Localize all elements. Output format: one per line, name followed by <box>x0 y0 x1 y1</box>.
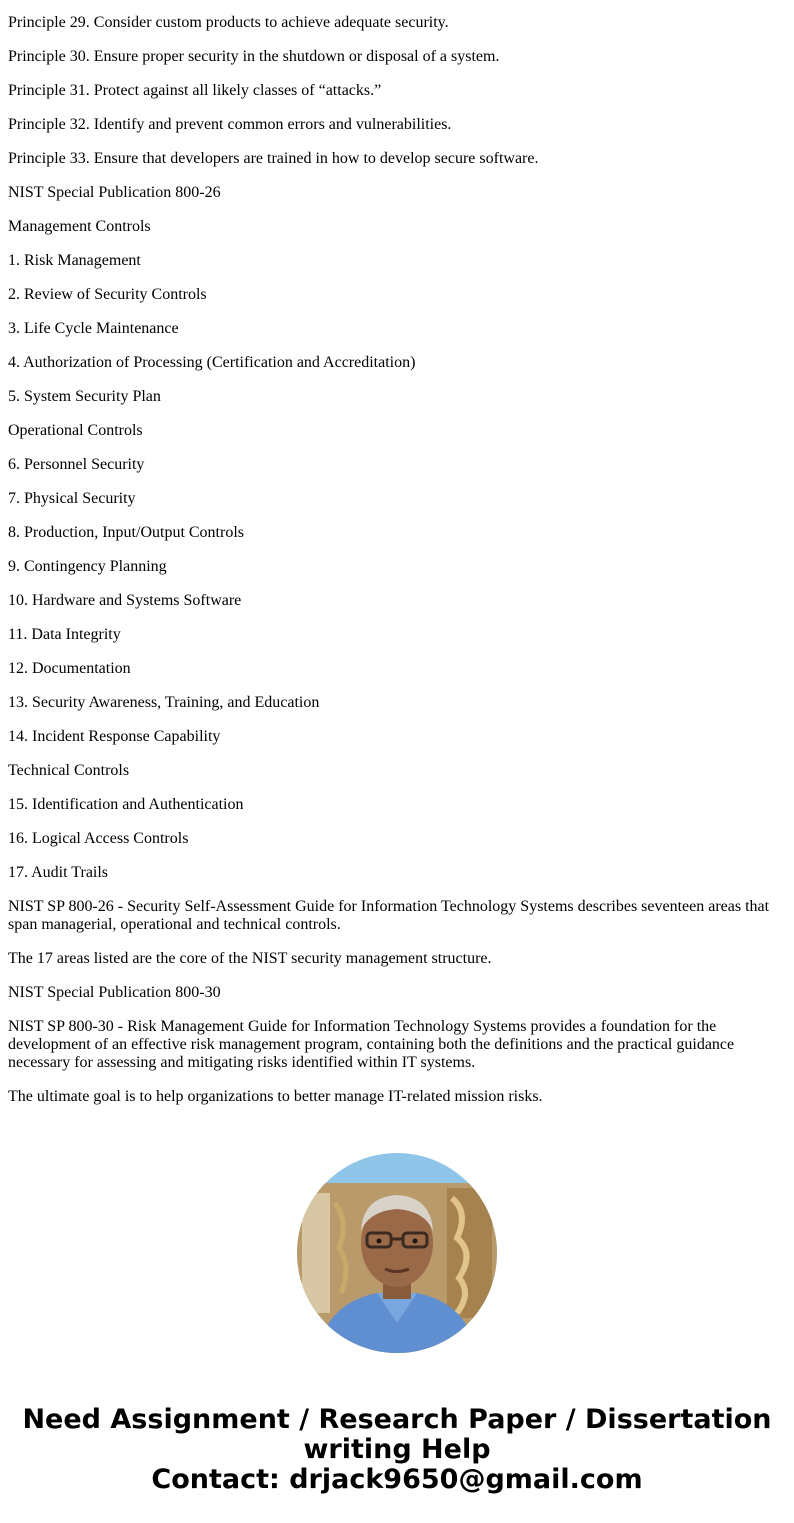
sp-800-26-description: NIST SP 800-26 - Security Self-Assessment Guide for Information Technology Systems describes seventeen areas that span managerial, operational and technical controls. <box>8 898 770 933</box>
document-body <box>8 14 782 1122</box>
principle-33: Principle 33. Ensure that developers are trained in how to develop secure software. <box>8 150 539 167</box>
control-item-1: 1. Risk Management <box>8 252 141 269</box>
control-item-3: 3. Life Cycle Maintenance <box>8 320 179 337</box>
sp-800-26-summary: The 17 areas listed are the core of the NIST security management structure. <box>8 950 492 967</box>
control-item-5: 5. System Security Plan <box>8 388 161 405</box>
control-item-15: 15. Identification and Authentication <box>8 796 244 813</box>
control-item-9: 9. Contingency Planning <box>8 558 167 575</box>
control-item-10: 10. Hardware and Systems Software <box>8 592 242 609</box>
control-item-13: 13. Security Awareness, Training, and Education <box>8 694 320 711</box>
cta-line-1: Need Assignment / Research Paper / Dissertation <box>22 1404 772 1435</box>
heading-management-controls: Management Controls <box>8 218 151 235</box>
heading-operational-controls: Operational Controls <box>8 422 143 439</box>
author-portrait-icon <box>297 1153 497 1353</box>
control-item-16: 16. Logical Access Controls <box>8 830 189 847</box>
control-item-2: 2. Review of Security Controls <box>8 286 207 303</box>
control-item-4: 4. Authorization of Processing (Certification and Accreditation) <box>8 354 416 371</box>
control-item-17: 17. Audit Trails <box>8 864 109 881</box>
heading-technical-controls: Technical Controls <box>8 762 130 779</box>
author-avatar <box>297 1153 497 1353</box>
principle-31: Principle 31. Protect against all likely classes of “attacks.” <box>8 82 382 99</box>
heading-sp-800-30: NIST Special Publication 800-30 <box>8 984 221 1001</box>
principle-32: Principle 32. Identify and prevent common errors and vulnerabilities. <box>8 116 452 133</box>
sp-800-30-description: NIST SP 800-30 - Risk Management Guide for Information Technology Systems provides a foundation for the development of an effective risk management program, containing both the definitions and the practical guidance necessary for assessing and mitigating risks identified within IT systems. <box>8 1018 735 1071</box>
contact-banner <box>0 1405 794 1495</box>
control-item-12: 12. Documentation <box>8 660 131 677</box>
control-item-7: 7. Physical Security <box>8 490 136 507</box>
heading-sp-800-26: NIST Special Publication 800-26 <box>8 184 221 201</box>
principle-30: Principle 30. Ensure proper security in the shutdown or disposal of a system. <box>8 48 500 65</box>
sp-800-30-goal: The ultimate goal is to help organizations to better manage IT-related mission risks. <box>8 1088 543 1105</box>
principle-29: Principle 29. Consider custom products to achieve adequate security. <box>8 14 449 31</box>
control-item-8: 8. Production, Input/Output Controls <box>8 524 244 541</box>
control-item-14: 14. Incident Response Capability <box>8 728 221 745</box>
cta-contact-line: Contact: drjack9650@gmail.com <box>151 1464 643 1495</box>
control-item-11: 11. Data Integrity <box>8 626 121 643</box>
cta-line-2: writing Help <box>303 1434 491 1465</box>
control-item-6: 6. Personnel Security <box>8 456 145 473</box>
